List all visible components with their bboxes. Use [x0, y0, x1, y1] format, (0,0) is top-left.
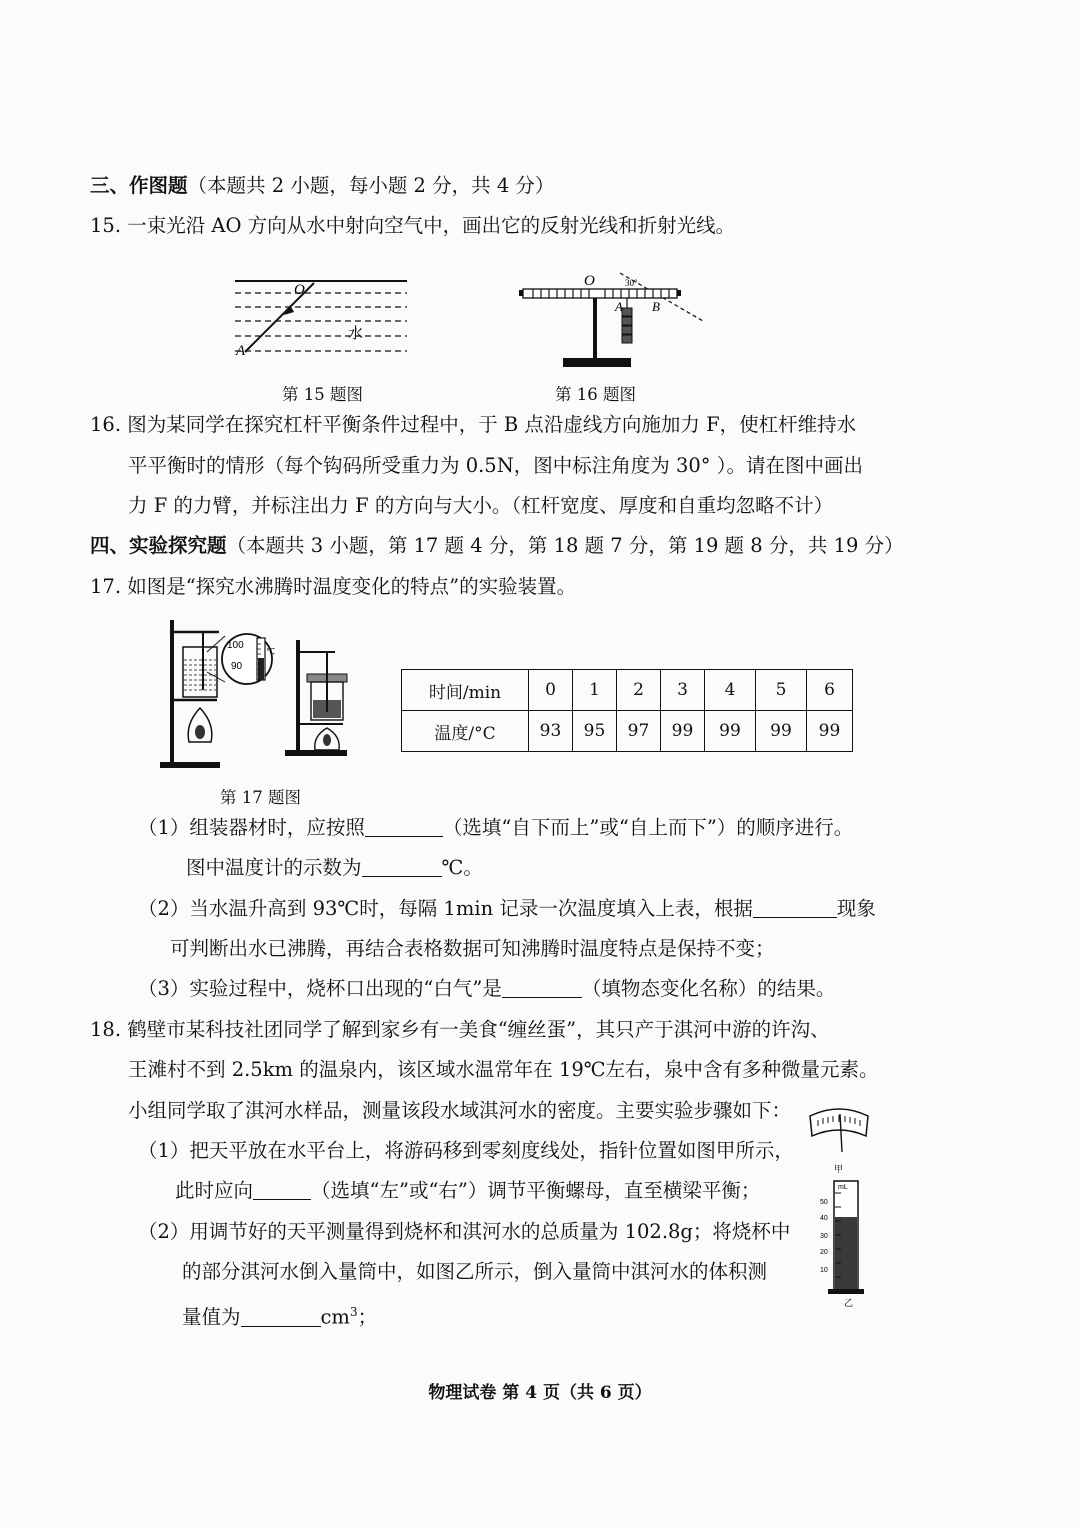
temperature-header: 温度/°C: [402, 711, 529, 752]
question-16-line-2: 平平衡时的情形（每个钩码所受重力为 0.5N，图中标注角度为 30° ）。请在图中画出: [128, 454, 863, 477]
cylinder-tick: 30: [820, 1233, 828, 1240]
cylinder-tick: 20: [820, 1249, 828, 1256]
answer-blank[interactable]: [253, 1179, 311, 1200]
q17-p1-text: （1）组装器材时，应按照: [138, 816, 365, 839]
q17-part-3: [138, 975, 835, 1003]
q18-part-2-line-1: （2）用调节好的天平测量得到烧杯和淇河水的总质量为 102.8g；将烧杯中: [138, 1220, 791, 1243]
figure-15-refraction-diagram: [230, 272, 410, 362]
q18-part-2-line-2: 的部分淇河水倒入量筒中，如图乙所示，倒入量筒中淇河水的体积测: [182, 1260, 768, 1283]
q18-p2-text: 量值为: [182, 1305, 241, 1329]
question-18-line-2: 王滩村不到 2.5km 的温泉内，该区域水温常年在 19℃左右，泉中含有多种微量元素。: [128, 1058, 879, 1081]
q18-p1-text: （选填“左”或“右”）调节平衡螺母，直至横梁平衡；: [311, 1179, 761, 1202]
figure-17-caption: 第 17 题图: [220, 788, 301, 807]
q17-part-2-line-1: [138, 895, 876, 923]
time-cell: 6: [807, 670, 853, 711]
figure-17-boiling-apparatus: [155, 612, 355, 772]
fig15-label-water: 水: [348, 324, 364, 342]
question-18-line-3: 小组同学取了淇河水样品，测量该段水域淇河水的密度。主要实验步骤如下：: [128, 1099, 792, 1122]
q18-part-1-line-2: [175, 1177, 760, 1205]
section-desc: （本题共 3 小题，第 17 题 4 分，第 18 题 7 分，第 19 题 8 分，共 19 分）: [226, 534, 904, 557]
thermometer-90: 90: [231, 661, 243, 672]
q18-p1-text: 此时应向: [175, 1179, 254, 1202]
q17-p3-text: （3）实验过程中，烧杯口出现的“白气”是: [138, 977, 502, 1000]
time-cell: 5: [756, 670, 807, 711]
q17-part-2-line-2: 可判断出水已沸腾，再结合表格数据可知沸腾时温度特点是保持不变；: [170, 937, 775, 960]
q17-p2-text: 现象: [836, 897, 876, 920]
question-15-text: 15. 一束光沿 AO 方向从水中射向空气中，画出它的反射光线和折射光线。: [90, 214, 736, 237]
figure-yi-label: 乙: [844, 1299, 854, 1309]
time-cell: 4: [705, 670, 756, 711]
thermometer-unit: ℃: [266, 647, 275, 656]
question-16-line-3: 力 F 的力臂，并标注出力 F 的方向与大小。（杠杆宽度、厚度和自重均忽略不计）: [128, 494, 834, 517]
section-desc: （本题共 2 小题，每小题 2 分，共 4 分）: [187, 174, 555, 197]
q17-p1-text: 图中温度计的示数为: [186, 856, 362, 879]
fig16-label-a: A: [615, 299, 623, 314]
q17-p2-text: （2）当水温升高到 93℃时，每隔 1min 记录一次温度填入上表，根据: [138, 897, 753, 920]
answer-blank[interactable]: [241, 1306, 321, 1327]
figure-15-caption: 第 15 题图: [282, 385, 363, 404]
fig16-angle: 30°: [625, 278, 638, 288]
figure-yi-measuring-cylinder: [818, 1175, 868, 1310]
q17-p3-text: （填物态变化名称）的结果。: [581, 977, 836, 1000]
q17-p1-text: ℃。: [441, 856, 483, 879]
time-cell: 0: [529, 670, 573, 711]
temperature-cell: 99: [807, 711, 853, 752]
q18-part-1-line-1: （1）把天平放在水平台上，将游码移到零刻度线处，指针位置如图甲所示，: [138, 1139, 794, 1162]
cylinder-tick: 10: [820, 1267, 828, 1274]
cylinder-tick: 50: [820, 1199, 828, 1206]
boiling-data-table: [401, 669, 853, 752]
cylinder-unit: mL: [838, 1184, 848, 1191]
answer-blank[interactable]: [365, 816, 443, 837]
time-header: 时间/min: [402, 670, 529, 711]
time-cell: 1: [573, 670, 617, 711]
q18-part-2-line-3: [182, 1298, 377, 1332]
answer-blank[interactable]: [362, 856, 442, 877]
question-17-text: 17. 如图是“探究水沸腾时温度变化的特点”的实验装置。: [90, 575, 577, 598]
time-row: [402, 670, 853, 711]
temperature-cell: 97: [617, 711, 661, 752]
fig15-label-a: A: [236, 343, 246, 359]
section-title: 三、作图题: [90, 174, 188, 197]
temperature-row: [402, 711, 853, 752]
temperature-cell: 95: [573, 711, 617, 752]
figure-16-lever-diagram: [515, 272, 710, 377]
fig16-label-b: B: [652, 299, 660, 314]
q18-p2-text: ；: [357, 1305, 378, 1329]
q18-p2-text: cm: [320, 1305, 350, 1329]
q17-part-1-line-1: [138, 814, 853, 842]
figure-16-caption: 第 16 题图: [555, 385, 636, 404]
temperature-cell: 99: [661, 711, 705, 752]
figure-jia-balance-pointer: [806, 1100, 872, 1175]
cylinder-tick: 40: [820, 1215, 828, 1222]
q17-p1-text: （选填“自下而上”或“自上而下”）的顺序进行。: [442, 816, 854, 839]
page-footer: 物理试卷 第 4 页（共 6 页）: [428, 1383, 652, 1403]
question-16-line-1: 16. 图为某同学在探究杠杆平衡条件过程中，于 B 点沿虚线方向施加力 F，使杠杆维持水: [90, 413, 857, 436]
fig15-label-o: O: [294, 282, 305, 298]
section-3-heading: [90, 172, 554, 200]
q18-p2-superscript: 3: [349, 1305, 358, 1319]
section-4-heading: [90, 532, 904, 560]
section-title: 四、实验探究题: [90, 534, 227, 557]
temperature-cell: 93: [529, 711, 573, 752]
temperature-cell: 99: [756, 711, 807, 752]
q17-part-1-line-2: [186, 854, 483, 882]
answer-blank[interactable]: [753, 897, 837, 918]
fig16-label-o: O: [584, 273, 595, 289]
time-cell: 3: [661, 670, 705, 711]
answer-blank[interactable]: [502, 977, 582, 998]
time-cell: 2: [617, 670, 661, 711]
figure-jia-label: 甲: [834, 1165, 844, 1175]
temperature-cell: 99: [705, 711, 756, 752]
question-18-line-1: 18. 鹤壁市某科技社团同学了解到家乡有一美食“缠丝蛋”，其只产于淇河中游的许沟、: [90, 1018, 830, 1041]
thermometer-100: 100: [227, 640, 244, 651]
